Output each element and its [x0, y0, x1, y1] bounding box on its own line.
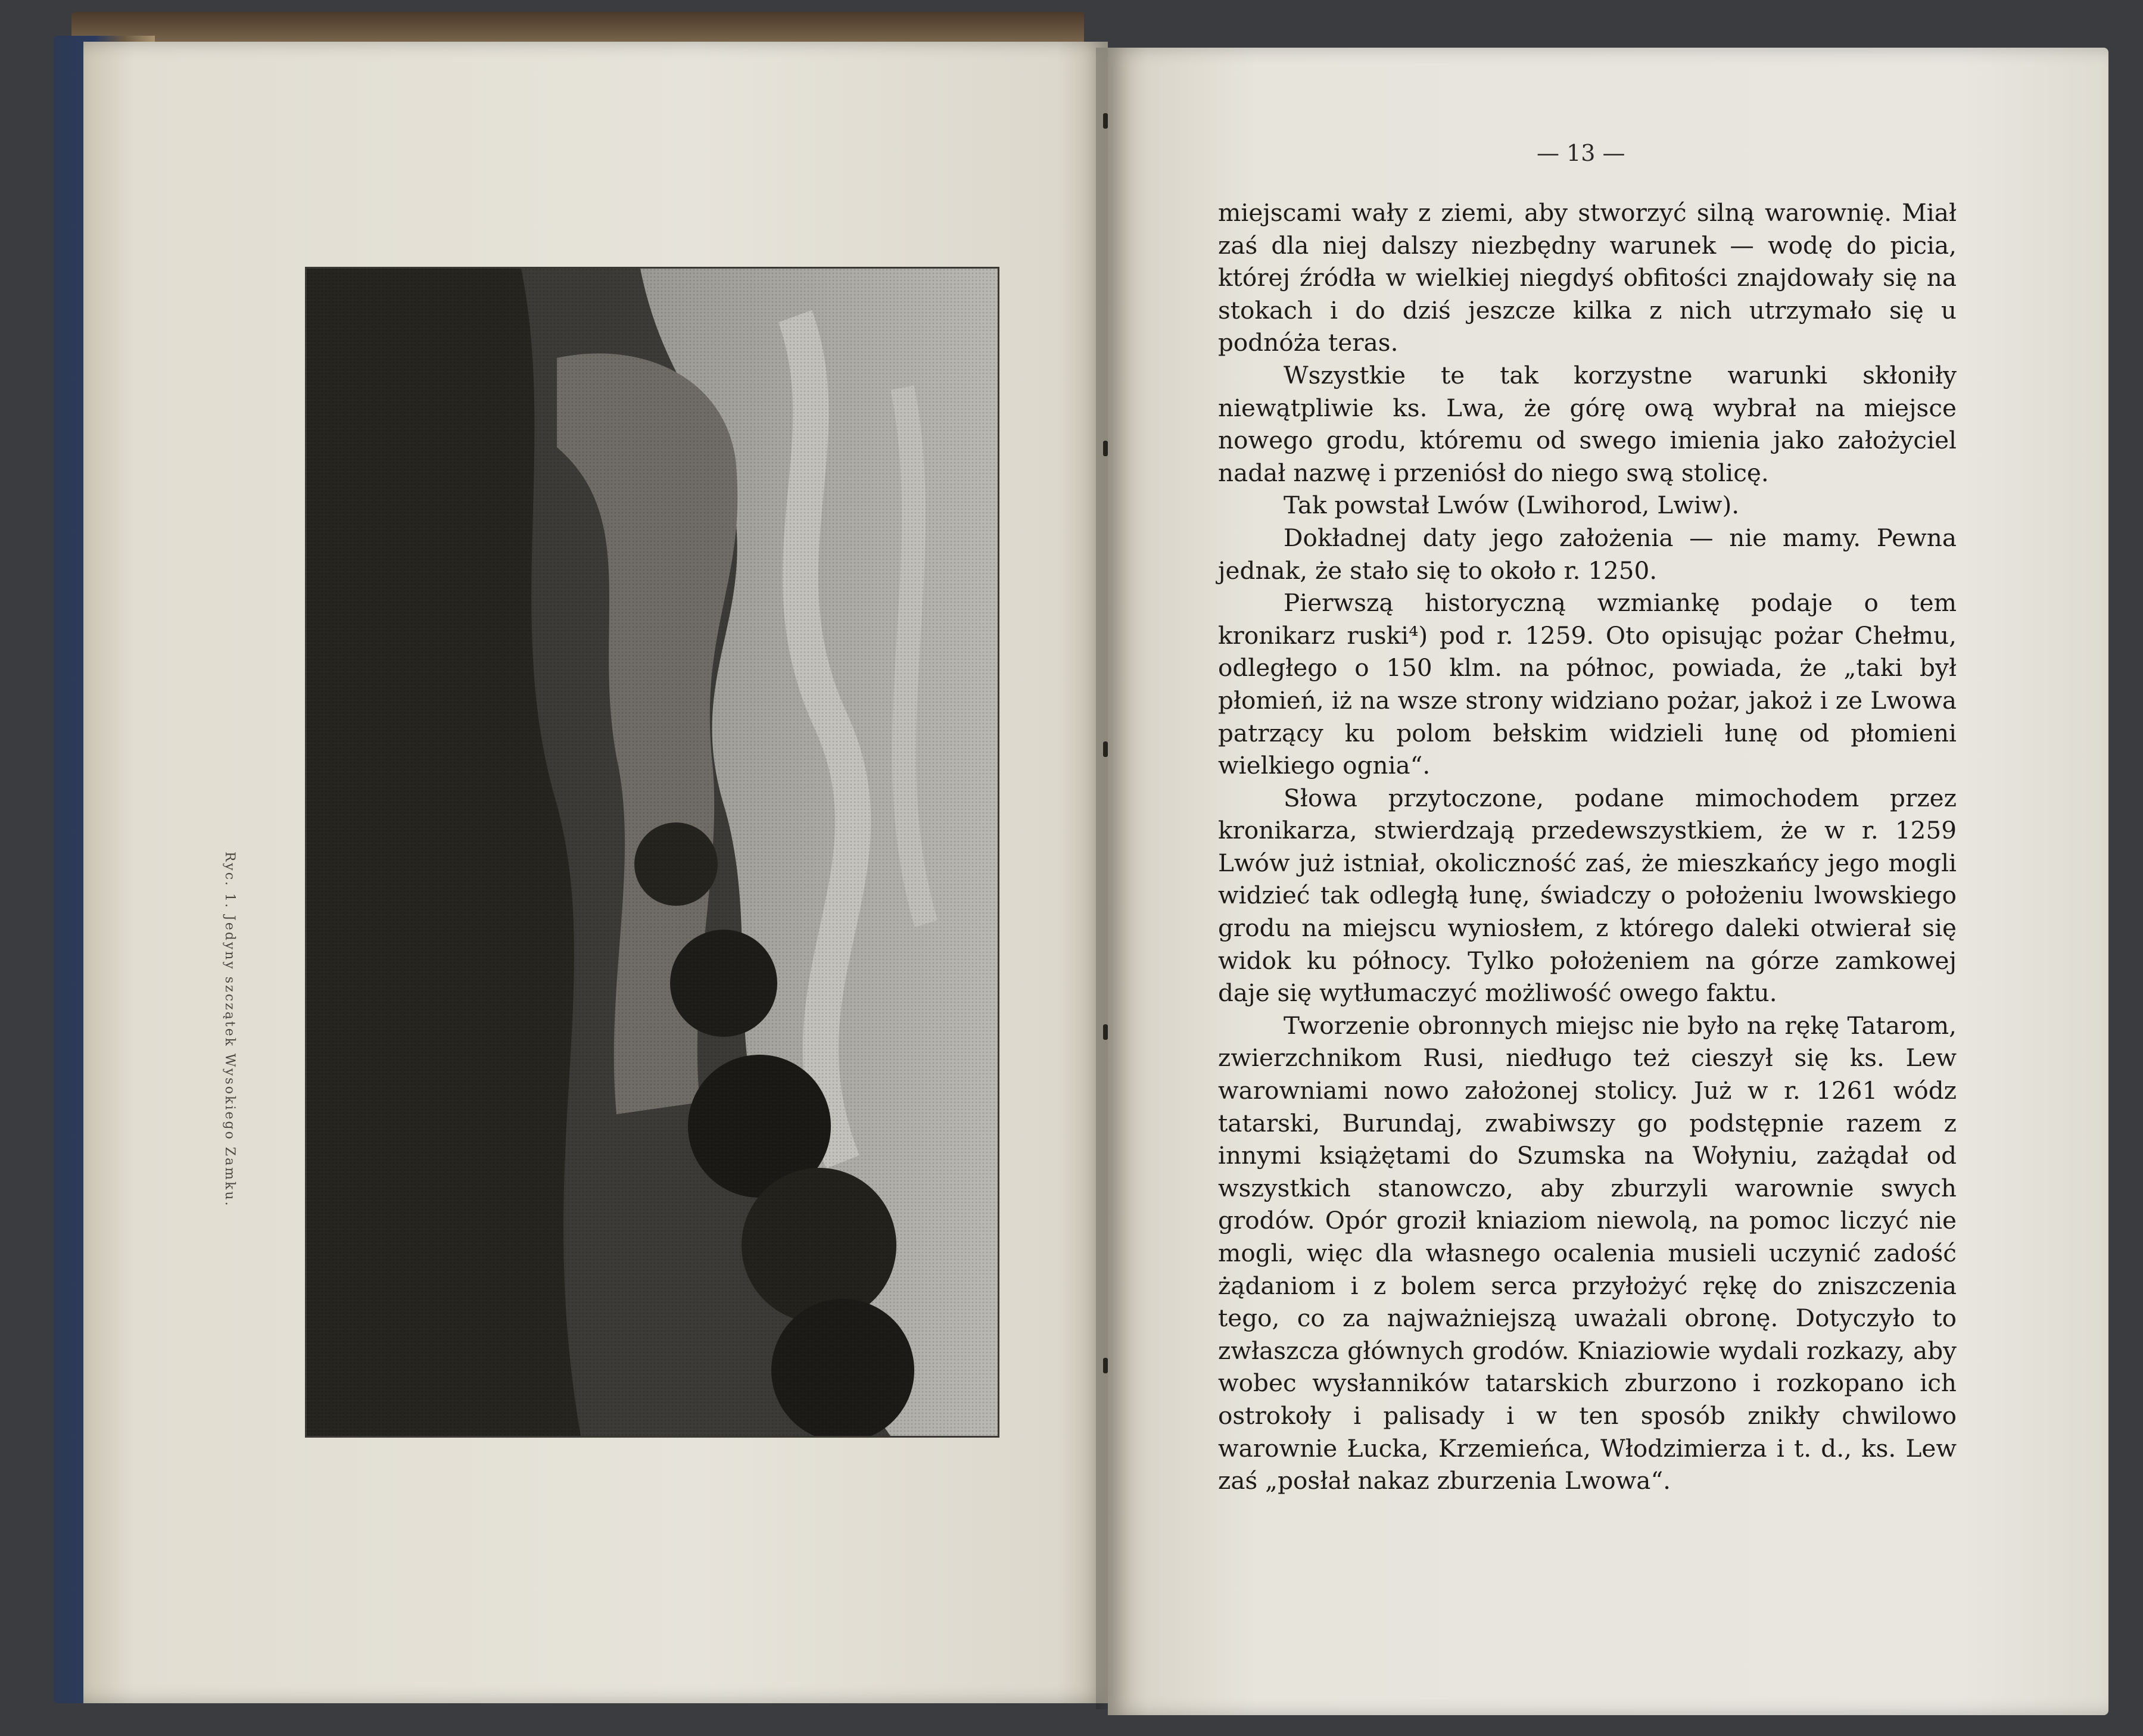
paragraph: Wszystkie te tak korzystne warunki skłoniły niewątpliwie ks. Lwa, że górę ową wybrał na miejsce nowego grodu, któremu od swego imienia jako założyciel nadał nazwę i przeniósł do niego swą stolicę.	[1218, 360, 1957, 487]
paragraph: Tak powstał Lwów (Lwihorod, Lwiw).	[1284, 491, 1740, 520]
paragraph: Pierwszą historyczną wzmiankę podaje o tem kronikarz ruski⁴) pod r. 1259. Oto opisując pożar Chełmu, odległego o 150 klm. na północ, powiada, że „taki był płomień, iż na wsze strony widziano pożar, jakoż i ze Lwowa patrzący ku polom bełskim widzieli łunę od płomieni wielkiego ognia“.	[1218, 588, 1957, 780]
left-page	[83, 42, 1108, 1703]
paragraph: miejscami wały z ziemi, aby stworzyć silną warownię. Miał zaś dla niej dalszy niezbędny warunek — wodę do picia, której źródła w wielkiej niegdyś obfitości znajdowały się na stokach i do dziś jeszcze kilka z nich utrzymało się u podnóża teras.	[1218, 198, 1957, 357]
binding-stitch	[1103, 1358, 1108, 1373]
binding-stitch	[1103, 741, 1108, 757]
binding-stitch	[1103, 441, 1108, 456]
photo-illustration	[307, 269, 998, 1436]
binding-stitch	[1103, 113, 1108, 129]
paragraph: Tworzenie obronnych miejsc nie było na rękę Tatarom, zwierzchnikom Rusi, niedługo też cieszył się ks. Lew warowniami nowo założonej stolicy. Już w r. 1261 wódz tatarski, Burundaj, zwabiwszy go podstępnie razem z innymi książętami do Szumska na Wołyniu, zażądał od wszystkich stanowczo, aby zburzyli warownie swych grodów. Opór groził kniaziom niewolą, na pomoc liczyć nie mogli, więc dla własnego ocalenia musieli uczynić zadość żądaniom i z bolem serca przyłożyć rękę do zniszczenia tego, co za najważniejszą uważali obronę. Dotyczyło to zwłaszcza głównych grodów. Kniaziowie wydali rozkazy, aby wobec wysłanników tatarskich zburzono i rozkopano ich ostrokoły i palisady i w ten sposób znikły chwilowo warownie Łucka, Krzemieńca, Włodzimierza i t. d., ks. Lew zaś „posłał nakaz zburzenia Lwowa“.	[1218, 1011, 1957, 1495]
page-number: — 13 —	[1537, 140, 1625, 166]
castle-ruins-photo	[305, 267, 999, 1438]
binding-stitch	[1103, 1024, 1108, 1040]
body-text	[1218, 197, 1957, 1497]
photo-caption-text: Ryc. 1. Jedyny szczątek Wysokiego Zamku.	[222, 852, 237, 1208]
paragraph: Dokładnej daty jego założenia — nie mamy. Pewna jednak, że stało się to około r. 1250.	[1218, 523, 1957, 585]
paragraph: Słowa przytoczone, podane mimochodem przez kronikarza, stwierdzają przedewszystkiem, że w r. 1259 Lwów już istniał, okoliczność zaś, że mieszkańcy jego mogli widzieć tak odległą łunę, świadczy o położeniu lwowskiego grodu na miejscu wyniosłem, z którego daleki otwierał się widok ku północy. Tylko położeniem na górze zamkowej daje się wytłumaczyć możliwość owego faktu.	[1218, 783, 1957, 1008]
